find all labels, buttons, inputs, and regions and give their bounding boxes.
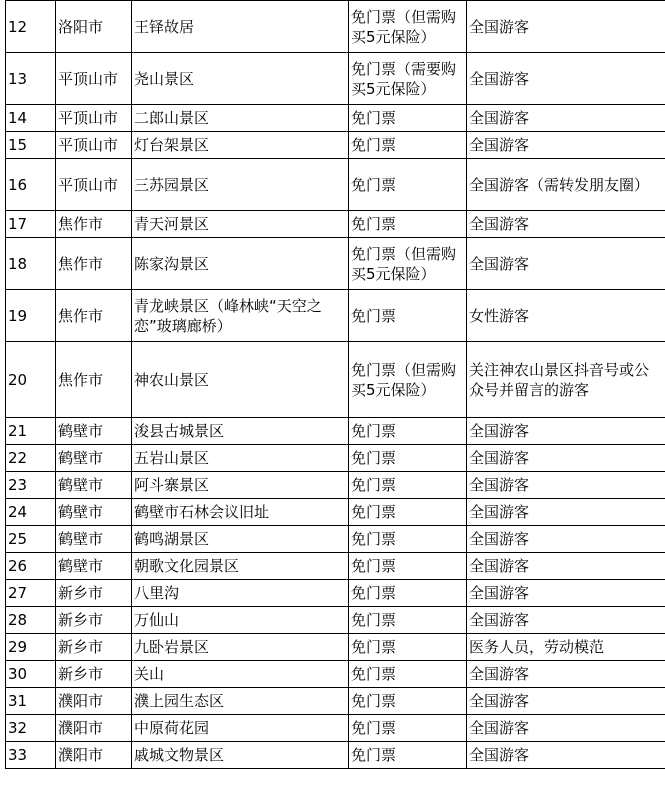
audience-cell: 全国游客 [467, 553, 665, 580]
table-row [6, 105, 665, 132]
city-cell: 鹤壁市 [56, 553, 132, 580]
table-row [6, 211, 665, 238]
scenic-spot-cell: 鹤壁市石林会议旧址 [132, 499, 349, 526]
row-number: 14 [6, 105, 56, 132]
ticket-policy-cell: 免门票（需要购买5元保险） [349, 53, 467, 105]
ticket-policy-cell: 免门票 [349, 211, 467, 238]
row-number: 21 [6, 418, 56, 445]
row-number: 17 [6, 211, 56, 238]
scenic-spots-table [5, 0, 665, 769]
table-row [6, 418, 665, 445]
row-number: 12 [6, 1, 56, 53]
table-row [6, 290, 665, 342]
audience-cell: 全国游客 [467, 607, 665, 634]
audience-cell: 全国游客 [467, 742, 665, 769]
scenic-spot-cell: 浚县古城景区 [132, 418, 349, 445]
audience-cell: 全国游客 [467, 526, 665, 553]
city-cell: 鹤壁市 [56, 472, 132, 499]
table-row [6, 607, 665, 634]
city-cell: 濮阳市 [56, 715, 132, 742]
table-row [6, 688, 665, 715]
table-row [6, 1, 665, 53]
ticket-policy-cell: 免门票 [349, 132, 467, 159]
audience-cell: 女性游客 [467, 290, 665, 342]
row-number: 32 [6, 715, 56, 742]
city-cell: 鹤壁市 [56, 418, 132, 445]
audience-cell: 全国游客 [467, 688, 665, 715]
scenic-spot-cell: 尧山景区 [132, 53, 349, 105]
ticket-policy-cell: 免门票 [349, 580, 467, 607]
row-number: 23 [6, 472, 56, 499]
row-number: 31 [6, 688, 56, 715]
ticket-policy-cell: 免门票 [349, 715, 467, 742]
audience-cell: 全国游客 [467, 238, 665, 290]
row-number: 16 [6, 159, 56, 211]
audience-cell: 关注神农山景区抖音号或公众号并留言的游客 [467, 342, 665, 418]
city-cell: 焦作市 [56, 290, 132, 342]
city-cell: 焦作市 [56, 238, 132, 290]
scenic-spot-cell: 九卧岩景区 [132, 634, 349, 661]
table-row [6, 715, 665, 742]
city-cell: 平顶山市 [56, 159, 132, 211]
scenic-spot-cell: 鹤鸣湖景区 [132, 526, 349, 553]
table-body [6, 1, 665, 769]
audience-cell: 全国游客 [467, 580, 665, 607]
ticket-policy-cell: 免门票 [349, 159, 467, 211]
ticket-policy-cell: 免门票（但需购买5元保险） [349, 1, 467, 53]
audience-cell: 全国游客 [467, 1, 665, 53]
audience-cell: 全国游客 [467, 445, 665, 472]
table-row [6, 526, 665, 553]
city-cell: 濮阳市 [56, 688, 132, 715]
row-number: 15 [6, 132, 56, 159]
city-cell: 鹤壁市 [56, 499, 132, 526]
row-number: 13 [6, 53, 56, 105]
audience-cell: 全国游客 [467, 661, 665, 688]
city-cell: 平顶山市 [56, 132, 132, 159]
audience-cell: 全国游客 [467, 211, 665, 238]
city-cell: 鹤壁市 [56, 445, 132, 472]
city-cell: 濮阳市 [56, 742, 132, 769]
ticket-policy-cell: 免门票（但需购买5元保险） [349, 342, 467, 418]
ticket-policy-cell: 免门票 [349, 290, 467, 342]
row-number: 18 [6, 238, 56, 290]
scenic-spot-cell: 青天河景区 [132, 211, 349, 238]
city-cell: 新乡市 [56, 634, 132, 661]
scenic-spot-cell: 万仙山 [132, 607, 349, 634]
city-cell: 平顶山市 [56, 105, 132, 132]
ticket-policy-cell: 免门票 [349, 634, 467, 661]
city-cell: 新乡市 [56, 661, 132, 688]
city-cell: 焦作市 [56, 211, 132, 238]
scenic-spot-cell: 五岩山景区 [132, 445, 349, 472]
table-row [6, 342, 665, 418]
table-row [6, 159, 665, 211]
scenic-spot-cell: 朝歌文化园景区 [132, 553, 349, 580]
city-cell: 洛阳市 [56, 1, 132, 53]
table-row [6, 445, 665, 472]
ticket-policy-cell: 免门票 [349, 445, 467, 472]
ticket-policy-cell: 免门票 [349, 105, 467, 132]
row-number: 28 [6, 607, 56, 634]
audience-cell: 全国游客 [467, 715, 665, 742]
table-row [6, 742, 665, 769]
scenic-spot-cell: 神农山景区 [132, 342, 349, 418]
audience-cell: 全国游客 [467, 472, 665, 499]
row-number: 33 [6, 742, 56, 769]
ticket-policy-cell: 免门票 [349, 472, 467, 499]
city-cell: 焦作市 [56, 342, 132, 418]
row-number: 22 [6, 445, 56, 472]
table-row [6, 53, 665, 105]
ticket-policy-cell: 免门票 [349, 553, 467, 580]
city-cell: 新乡市 [56, 607, 132, 634]
scenic-spot-cell: 青龙峡景区（峰林峡“天空之恋”玻璃廊桥） [132, 290, 349, 342]
table-row [6, 238, 665, 290]
row-number: 19 [6, 290, 56, 342]
table-row [6, 132, 665, 159]
scenic-spot-cell: 三苏园景区 [132, 159, 349, 211]
city-cell: 平顶山市 [56, 53, 132, 105]
ticket-policy-cell: 免门票 [349, 418, 467, 445]
row-number: 27 [6, 580, 56, 607]
table-row [6, 499, 665, 526]
scenic-spot-cell: 二郎山景区 [132, 105, 349, 132]
city-cell: 新乡市 [56, 580, 132, 607]
ticket-policy-cell: 免门票 [349, 526, 467, 553]
row-number: 24 [6, 499, 56, 526]
ticket-policy-cell: 免门票 [349, 661, 467, 688]
city-cell: 鹤壁市 [56, 526, 132, 553]
row-number: 30 [6, 661, 56, 688]
audience-cell: 医务人员，劳动模范 [467, 634, 665, 661]
audience-cell: 全国游客 [467, 499, 665, 526]
row-number: 25 [6, 526, 56, 553]
row-number: 29 [6, 634, 56, 661]
row-number: 26 [6, 553, 56, 580]
table-row [6, 634, 665, 661]
audience-cell: 全国游客 [467, 418, 665, 445]
scenic-spot-cell: 阿斗寨景区 [132, 472, 349, 499]
ticket-policy-cell: 免门票（但需购买5元保险） [349, 238, 467, 290]
table-row [6, 580, 665, 607]
scenic-spot-cell: 灯台架景区 [132, 132, 349, 159]
scenic-spot-cell: 濮上园生态区 [132, 688, 349, 715]
ticket-policy-cell: 免门票 [349, 742, 467, 769]
table-row [6, 661, 665, 688]
ticket-policy-cell: 免门票 [349, 607, 467, 634]
scenic-spot-cell: 中原荷花园 [132, 715, 349, 742]
table-row [6, 472, 665, 499]
scenic-spot-cell: 八里沟 [132, 580, 349, 607]
row-number: 20 [6, 342, 56, 418]
table-row [6, 553, 665, 580]
ticket-policy-cell: 免门票 [349, 688, 467, 715]
audience-cell: 全国游客 [467, 53, 665, 105]
audience-cell: 全国游客 [467, 105, 665, 132]
ticket-policy-cell: 免门票 [349, 499, 467, 526]
scenic-spot-cell: 陈家沟景区 [132, 238, 349, 290]
scenic-spot-cell: 王铎故居 [132, 1, 349, 53]
scenic-spot-cell: 关山 [132, 661, 349, 688]
audience-cell: 全国游客（需转发朋友圈） [467, 159, 665, 211]
scenic-spot-cell: 戚城文物景区 [132, 742, 349, 769]
audience-cell: 全国游客 [467, 132, 665, 159]
